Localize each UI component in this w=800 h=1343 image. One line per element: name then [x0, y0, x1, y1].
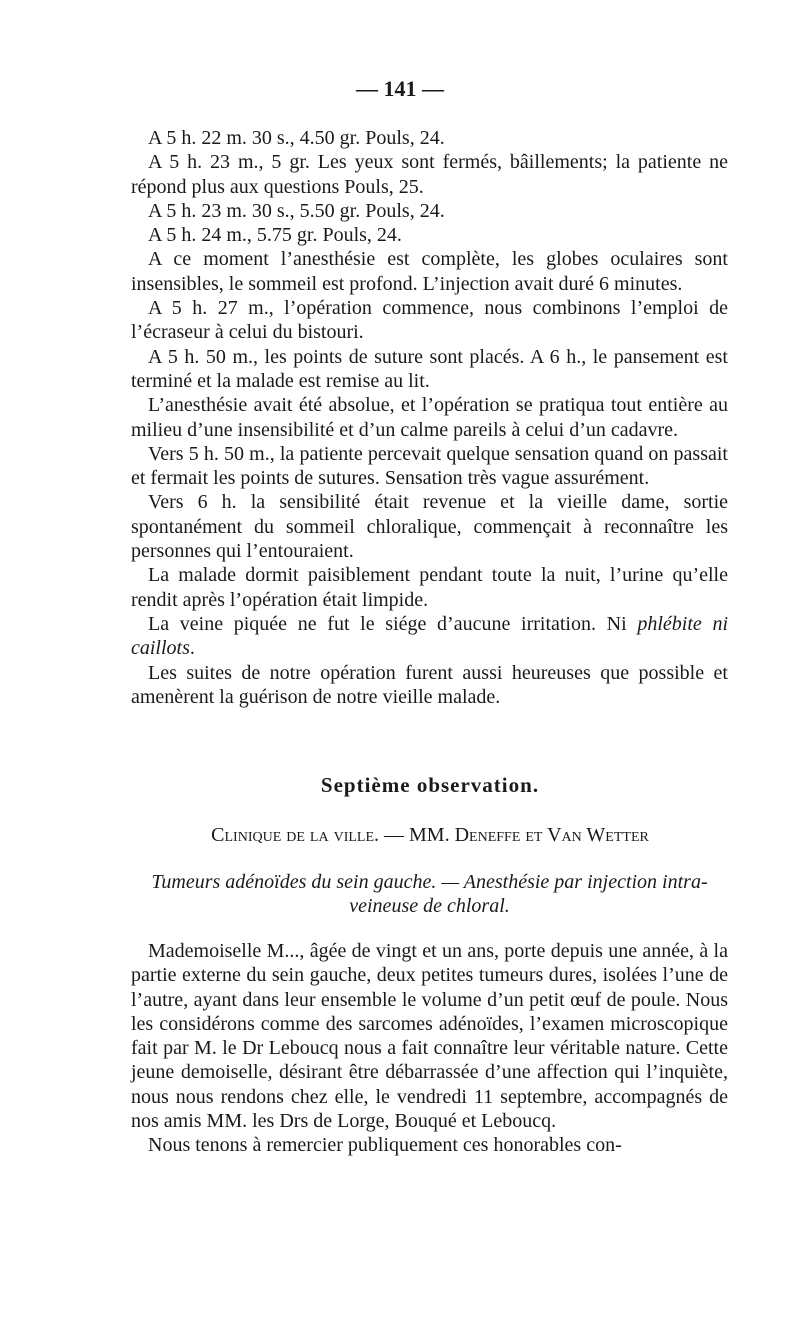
paragraph: A 5 h. 23 m., 5 gr. Les yeux sont fermés, bâillements; la patiente ne répond plus aux questions Pouls, 25.: [131, 151, 728, 198]
clinic-line: [0, 824, 800, 847]
clinic-dash: — MM.: [379, 824, 455, 846]
paragraph: A 5 h. 23 m. 30 s., 5.50 gr. Pouls, 24.: [148, 199, 445, 222]
paragraph: A 5 h. 22 m. 30 s., 4.50 gr. Pouls, 24.: [148, 127, 445, 149]
paragraph: La malade dormit paisiblement pendant toute la nuit, l’urine qu’elle rendit après l’opération était limpide.: [131, 564, 728, 611]
paragraph: Nous tenons à remercier publiquement ces honorables con-: [148, 1134, 622, 1157]
paragraph: A 5 h. 24 m., 5.75 gr. Pouls, 24.: [148, 224, 402, 247]
paragraph-end: .: [189, 637, 195, 660]
page-number: — 141 —: [356, 76, 444, 101]
paragraph-text: La veine piquée ne fut le siége d’aucune irritation. Ni: [148, 612, 638, 635]
paragraph: Les suites de notre opération furent aussi heureuses que possible et amenèrent la guérison de notre vieille malade.: [131, 661, 728, 708]
italic-phrase: phlébite ni caillots: [131, 612, 728, 660]
paragraph: L’anesthésie avait été absolue, et l’opération se pratiqua tout entière au milieu d’une insensibilité et d’un calme pareils à celui d’un cadavre.: [131, 394, 728, 441]
paragraph: Vers 6 h. la sensibilité était revenue et la vieille dame, sortie spontanément du sommeil chloralique, commençait à reconnaître les personnes qui l’entouraient.: [131, 491, 728, 563]
paragraph: A ce moment l’anesthésie est complète, les globes oculaires sont insensibles, le sommeil est profond. L’injection avait duré 6 minutes.: [131, 248, 728, 295]
paragraph: Vers 5 h. 50 m., la patiente percevait quelque sensation quand on passait et fermait les points de sutures. Sensation très vague assurément.: [131, 442, 728, 490]
paragraph: Mademoiselle M..., âgée de vingt et un ans, porte depuis une année, à la partie externe du sein gauche, deux petites tumeurs dures, isolées l’une de l’autre, ayant dans leur ensemble le volume d’un petit œuf de poule. Nous les considérons comme des sarcomes adénoïdes, l’examen microscopique fait par M. le Dr Leboucq nous a fait connaître leur véritable nature. Cette jeune demoiselle, désirant être débarrassée d’une affection qui l’inquiète, nous nous rendons chez elle, le vendredi 11 septembre, accompagnés de nos amis MM. les Drs de Lorge, Bouqué et Leboucq.: [131, 940, 728, 1133]
paragraph-veine: [131, 612, 728, 661]
section-heading: Septième observation.: [320, 773, 540, 797]
observation-text-bottom: [131, 939, 728, 1158]
clinic-authors: Deneffe et Van Wetter: [454, 824, 649, 846]
clinic-place: Clinique de la ville.: [211, 824, 380, 846]
paragraph: A 5 h. 27 m., l’opération commence, nous combinons l’emploi de l’écraseur à celui du bistouri.: [131, 297, 728, 344]
paragraph: A 5 h. 50 m., les points de suture sont placés. A 6 h., le pansement est terminé et la malade est remise au lit.: [131, 345, 728, 392]
case-subtitle: Tumeurs adénoïdes du sein gauche. — Anesthésie par injection intra-veineuse de chloral.: [151, 871, 708, 917]
observation-text-top: [131, 126, 728, 709]
